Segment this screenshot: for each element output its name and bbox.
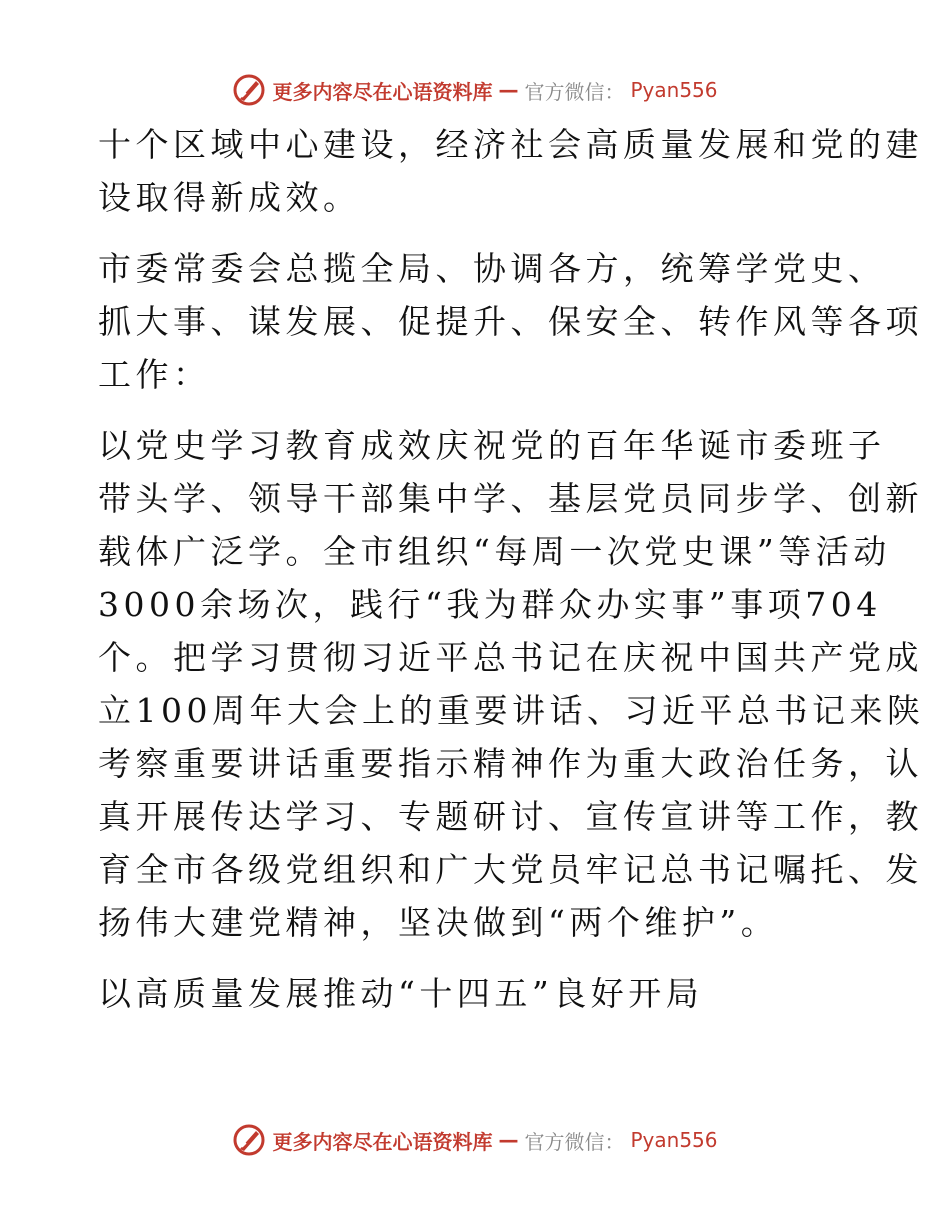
text-line: 3000余场次，践行“我为群众办实事”事项704	[98, 585, 882, 624]
text-line: 以党史学习教育成效庆祝党的百年华诞市委班子	[98, 426, 886, 465]
watermark-wechat-id: Pyan556	[630, 1128, 718, 1152]
text-line: 考察重要讲话重要指示精神作为重大政治任务，认	[98, 744, 923, 783]
paragraph-4-heading	[98, 967, 850, 1020]
watermark-separator: —	[498, 78, 519, 102]
document-body	[98, 118, 925, 1038]
paragraph-1	[98, 118, 923, 224]
watermark-official-label: 官方微信：	[524, 79, 625, 104]
text-line: 以高质量发展推动“十四五”良好开局	[98, 974, 704, 1013]
text-line: 扬伟大建党精神，坚决做到“两个维护”。	[98, 903, 779, 942]
watermark-text: 更多内容尽在心语资料库	[272, 1129, 493, 1154]
footer-watermark	[0, 1120, 950, 1160]
watermark-text: 更多内容尽在心语资料库	[272, 79, 493, 104]
watermark-separator: —	[498, 1128, 519, 1152]
text-line: 真开展传达学习、专题研讨、宣传宣讲等工作，教	[98, 797, 923, 836]
text-line: 载体广泛学。全市组织“每周一次党史课”等活动	[98, 532, 891, 571]
text-line: 设取得新成效。	[98, 178, 361, 217]
text-line: 抓大事、谋发展、促提升、保安全、转作风等各项	[98, 302, 923, 341]
text-line: 育全市各级党组织和广大党员牢记总书记嘱托、发	[98, 850, 923, 889]
text-line: 带头学、领导干部集中学、基层党员同步学、创新	[98, 479, 923, 518]
watermark-official-label: 官方微信：	[524, 1129, 625, 1154]
watermark-wechat-id: Pyan556	[630, 78, 718, 102]
text-line: 工作：	[98, 355, 211, 394]
header-watermark	[0, 70, 950, 110]
quill-logo-icon	[232, 73, 266, 107]
text-line: 市委常委会总揽全局、协调各方，统筹学党史、	[98, 249, 886, 288]
paragraph-3	[98, 419, 925, 949]
text-line: 十个区域中心建设，经济社会高质量发展和党的建	[98, 125, 923, 164]
quill-logo-icon	[232, 1123, 266, 1157]
paragraph-2	[98, 242, 923, 401]
text-line: 立100周年大会上的重要讲话、习近平总书记来陕	[98, 691, 925, 730]
text-line: 个。把学习贯彻习近平总书记在庆祝中国共产党成	[98, 638, 923, 677]
